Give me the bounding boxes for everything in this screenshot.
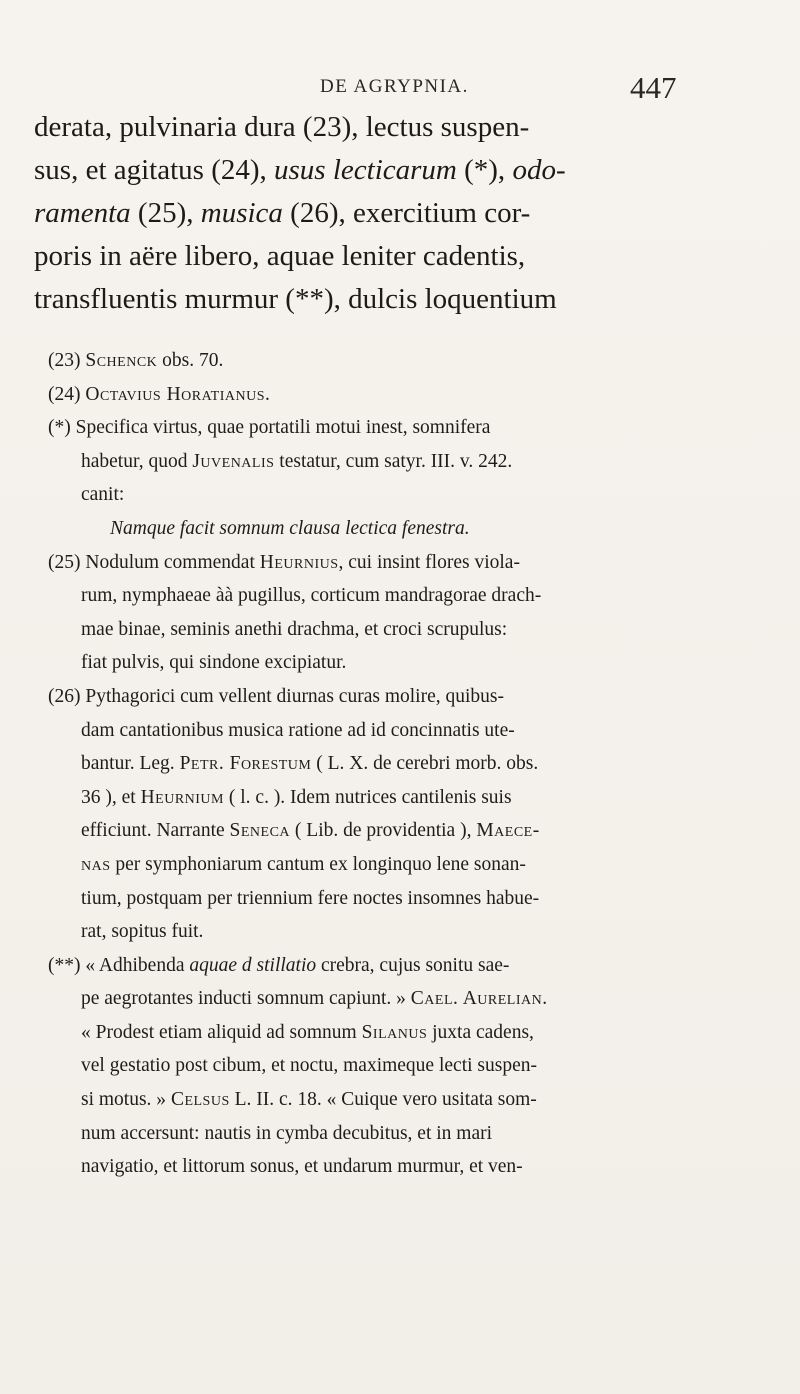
- footnote-star-line: habetur, quod Juvenalis testatur, cum satyr. III. v. 242.: [81, 450, 513, 472]
- footnote-26-line: nas per symphoniarum cantum ex longinquo lene sonan-: [81, 853, 526, 875]
- main-line: transfluentis murmur (**), dulcis loquentium: [34, 283, 557, 315]
- footnote-25-line: (25) Nodulum commendat Heurnius, cui insint flores viola-: [48, 551, 520, 573]
- footnote-26-line: bantur. Leg. Petr. Forestum ( L. X. de cerebri morb. obs.: [81, 753, 539, 775]
- page-number: 447: [630, 70, 677, 105]
- footnote-double-star-line: « Prodest etiam aliquid ad somnum Silanus juxta cadens,: [81, 1021, 534, 1043]
- footnote-double-star-line: pe aegrotantes inducti somnum capiunt. » Cael. Aurelian.: [81, 988, 548, 1010]
- footnote-26-line: dam cantationibus musica ratione ad id concinnatis ute-: [81, 719, 515, 741]
- footnote-26-line: 36 ), et Heurnium ( l. c. ). Idem nutrices cantilenis suis: [81, 786, 512, 808]
- footnote-25-line: rum, nymphaeae àà pugillus, corticum mandragorae drach-: [81, 585, 542, 607]
- footnote-25-line: mae binae, seminis anethi drachma, et croci scrupulus:: [81, 618, 508, 640]
- footnote-23: (23) Schenck obs. 70.: [48, 350, 224, 371]
- main-line: ramenta (25), musica (26), exercitium cor-: [34, 197, 531, 229]
- running-head: DE AGRYPNIA.: [320, 76, 469, 97]
- main-line: derata, pulvinaria dura (23), lectus suspen-: [34, 111, 530, 143]
- main-line: sus, et agitatus (24), usus lecticarum (*), odo-: [34, 154, 566, 186]
- footnote-24: (24) Octavius Horatianus.: [48, 383, 271, 405]
- footnote-double-star-line: si motus. » Celsus L. II. c. 18. « Cuique vero usitata som-: [81, 1089, 537, 1111]
- footnote-star-line: (*) Specifica virtus, quae portatili motui inest, somnifera: [48, 417, 491, 439]
- footnote-26-line: (26) Pythagorici cum vellent diurnas curas molire, quibus-: [48, 685, 504, 707]
- footnote-double-star-line: num accersunt: nautis in cymba decubitus, et in mari: [81, 1122, 493, 1144]
- footnotes: [48, 344, 778, 1184]
- footnote-double-star-line: vel gestatio post cibum, et noctu, maximeque lecti suspen-: [81, 1055, 537, 1077]
- main-line: poris in aëre libero, aquae leniter cadentis,: [34, 240, 526, 272]
- footnote-26-line: efficiunt. Narrante Seneca ( Lib. de providentia ), Maece-: [81, 820, 540, 842]
- footnote-star-line: canit:: [81, 484, 125, 506]
- main-text-block: [34, 106, 779, 321]
- footnote-double-star-line: (**) « Adhibenda aquae d stillatio crebra, cujus sonitu sae-: [48, 954, 510, 976]
- footnote-star-quote: Namque facit somnum clausa lectica fenestra.: [110, 517, 470, 539]
- footnote-double-star-line: navigatio, et littorum sonus, et undarum murmur, et ven-: [81, 1156, 523, 1178]
- footnote-26-line: tium, postquam per triennium fere noctes insomnes habue-: [81, 887, 540, 909]
- footnote-26-line: rat, sopitus fuit.: [81, 921, 204, 943]
- page-header: [0, 70, 800, 110]
- footnote-25-line: fiat pulvis, qui sindone excipiatur.: [81, 652, 347, 674]
